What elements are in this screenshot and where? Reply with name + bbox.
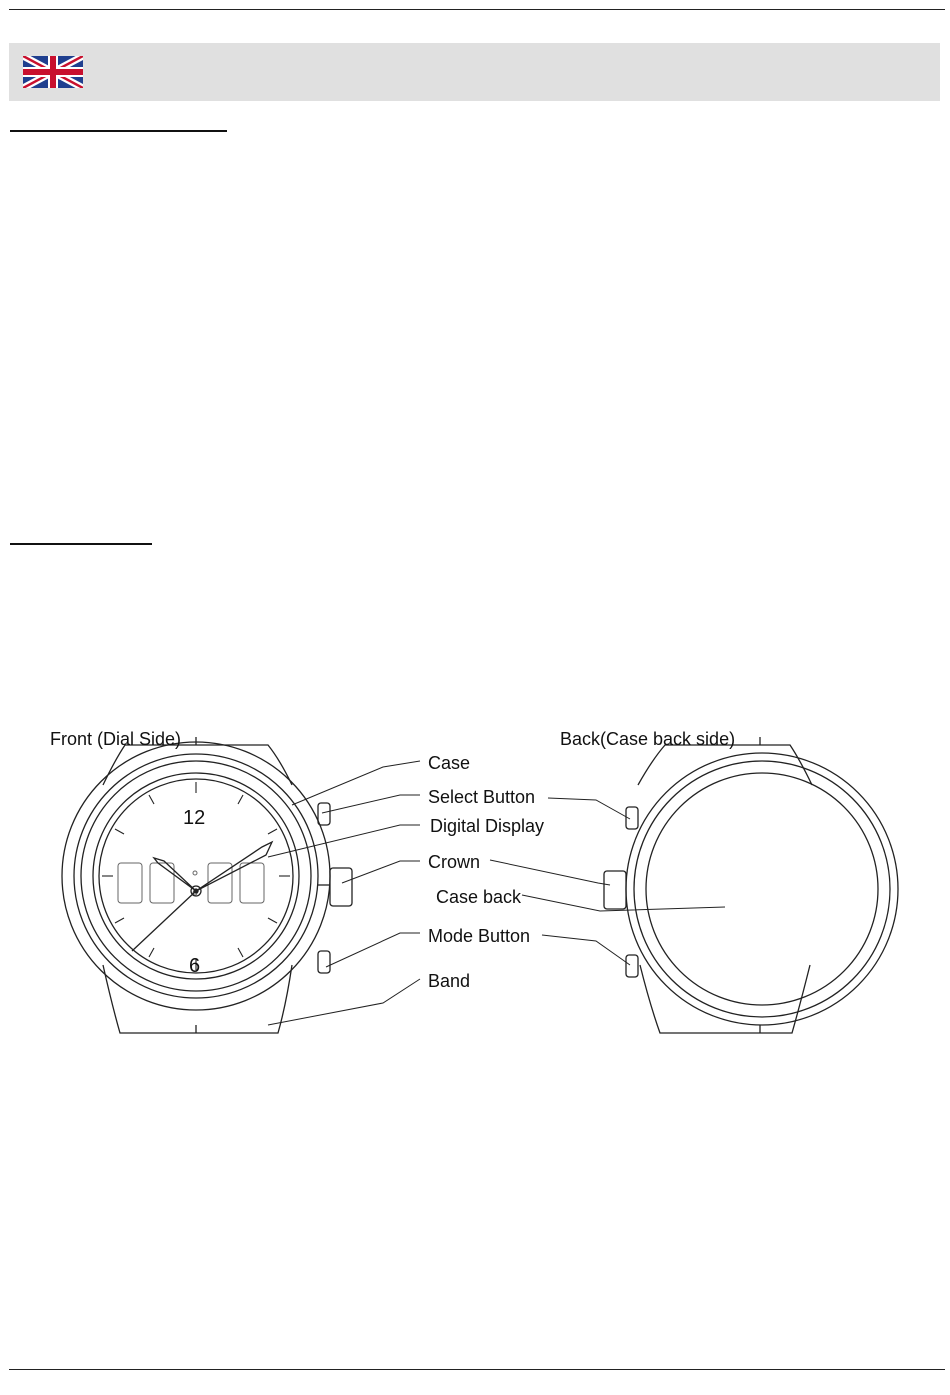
watch-hands bbox=[132, 842, 272, 951]
watch-diagram bbox=[0, 715, 950, 1055]
back-watch bbox=[604, 737, 898, 1033]
digital-display bbox=[118, 863, 264, 903]
label-digital-display: Digital Display bbox=[430, 816, 545, 836]
section-heading-underline bbox=[10, 130, 227, 132]
select-button bbox=[318, 803, 330, 825]
dial-numeral-12: 12 bbox=[183, 807, 206, 829]
label-mode-button: Mode Button bbox=[428, 926, 531, 946]
bottom-rule bbox=[9, 1369, 945, 1370]
back-case-outline bbox=[626, 753, 898, 1025]
crown bbox=[330, 868, 352, 906]
front-watch bbox=[62, 737, 352, 1033]
language-bar bbox=[9, 43, 940, 101]
back-title: Back(Case back side) bbox=[560, 729, 736, 749]
mode-button bbox=[318, 951, 330, 973]
uk-flag-icon bbox=[23, 56, 83, 88]
label-select-button: Select Button bbox=[428, 787, 536, 807]
front-title: Front (Dial Side) bbox=[50, 729, 182, 749]
dial-outline bbox=[93, 773, 299, 979]
label-case-back: Case back bbox=[436, 887, 522, 907]
minute-hand bbox=[196, 842, 272, 891]
section-heading-underline bbox=[10, 543, 152, 545]
dial-numeral-6: 6 bbox=[189, 955, 201, 977]
label-case: Case bbox=[428, 753, 471, 773]
top-rule bbox=[9, 9, 945, 10]
back-crown bbox=[604, 871, 626, 909]
back-mode-button bbox=[626, 955, 638, 977]
case-back bbox=[646, 773, 878, 1005]
label-crown: Crown bbox=[428, 852, 481, 872]
label-band: Band bbox=[428, 971, 471, 991]
